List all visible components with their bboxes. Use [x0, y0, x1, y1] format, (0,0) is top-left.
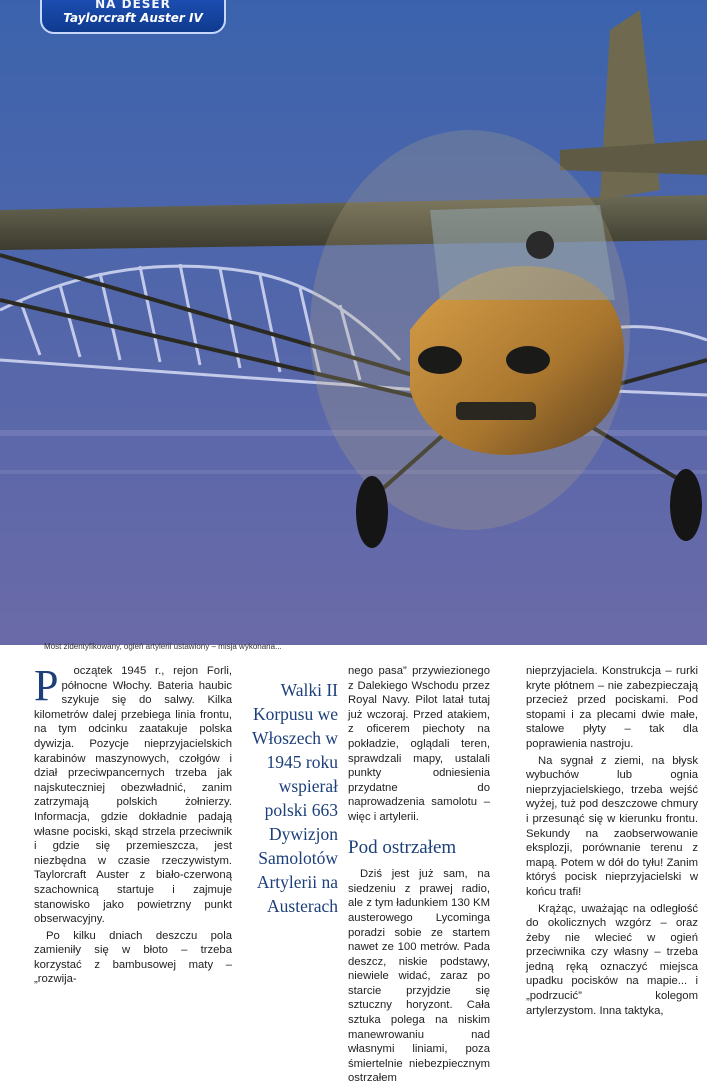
pullquote-column [234, 664, 338, 918]
article-column-3 [526, 664, 698, 1018]
section-subheading: Pod ostrzałem [348, 836, 457, 858]
article-subject: Taylorcraft Auster IV [63, 11, 203, 25]
section-badge [40, 0, 226, 34]
paragraph: Na sygnał z ziemi, na błysk wybuchów lub ognia nieprzyjacielskiego, trzeba wejść wyżej, tuż pod deszczowe chmury i przesunąć się w kierunku frontu. Sekundy na zaobserwowanie eksplozji, porównanie terenu z mapą. Potem w dół do tyłu! Zanim któryś pocisk nieprzyjacielski w końcu trafi! [526, 754, 698, 898]
right-wheel [670, 469, 702, 541]
left-wheel [356, 476, 388, 548]
paragraph: Krążąc, uważając na odległość do okolicznych wzgórz – oraz żeby nie wlecieć w ogień przeciwnika czy własny – trzeba jedną ręką oznaczyć miejsca upadku pocisków na mapie... i „podrzucić” kolegom artylerzystom. Inna taktyka, [526, 902, 698, 1017]
paragraph: Po kilku dniach deszczu pola zamieniły się w błoto – trzeba korzystać z bambusowej maty – „rozwija- [34, 929, 232, 986]
section-kicker: NA DESER [95, 0, 171, 11]
article-column-1 [34, 661, 232, 987]
drop-cap: P [34, 661, 59, 710]
paragraph: nieprzyjaciela. Konstrukcja – rurki kryte płótnem – nie zabezpieczają przecież przed pociskami. Pod stopami i za plecami dwie małe, stalowe płyty – tak dla poprawienia nastroju. [526, 665, 698, 750]
pilot-head [526, 231, 554, 259]
photo-caption: Most zidentyfikowany, ogień artylerii ustawiony – misja wykonana... [44, 642, 282, 651]
cockpit-canopy [430, 205, 615, 300]
article-column-2 [348, 664, 490, 1086]
pull-quote: Walki II Korpusu we Włoszech w 1945 roku wspierał polski 663 Dywizjon Samolotów Artylerii na Austerach [251, 680, 338, 916]
paragraph: Dziś jest już sam, na siedzeniu z prawej radio, ale z tym ładunkiem 130 KM austerowego Lycominga poradzi sobie ze startem nawet ze 100 metrów. Pada deszcz, niskie podstawy, niewiele widać, zaraz po starcie przyjdzie się sztuczny horyzont. Cała sztuka polega na niskim manewrowaniu nad własnymi liniami, poza śmiertelnie niebezpiecznym ostrzałem [348, 868, 490, 1085]
paragraph: nego pasa” przywiezionego z Dalekiego Wschodu przez Royal Navy. Pilot latał tutaj już wczoraj. Przed atakiem, z oficerem piechoty na pokładzie, oglądali teren, sprawdzali mapy, ustalali punkty odniesienia przydatne do naprowadzenia samolotu – więc i artylerii. [348, 665, 490, 823]
paragraph: oczątek 1945 r., rejon Forli, północne Włochy. Bateria haubic szykuje się do salwy. Kilka kilometrów dalej przebiega linia frontu, na tym odcinku zaatakuje polska dywizja. Pozycje nieprzyjacielskich karabinów maszynowych, czołgów i dział przeciwpancernych trzeba jak najskuteczniej obezwładnić, zanim zatrzymają polskich żołnierzy. Informacja, gdzie dokładnie padają własne pociski, skąd strzela przeciwnik i gdzie się przemieszcza, jest niezbędna w czasie rzeczywistym. Taylorcraft Auster z biało-czerwoną szachownicą startuje i zajmuje stanowisko jako powietrzny punkt obserwacyjny. [34, 665, 232, 926]
